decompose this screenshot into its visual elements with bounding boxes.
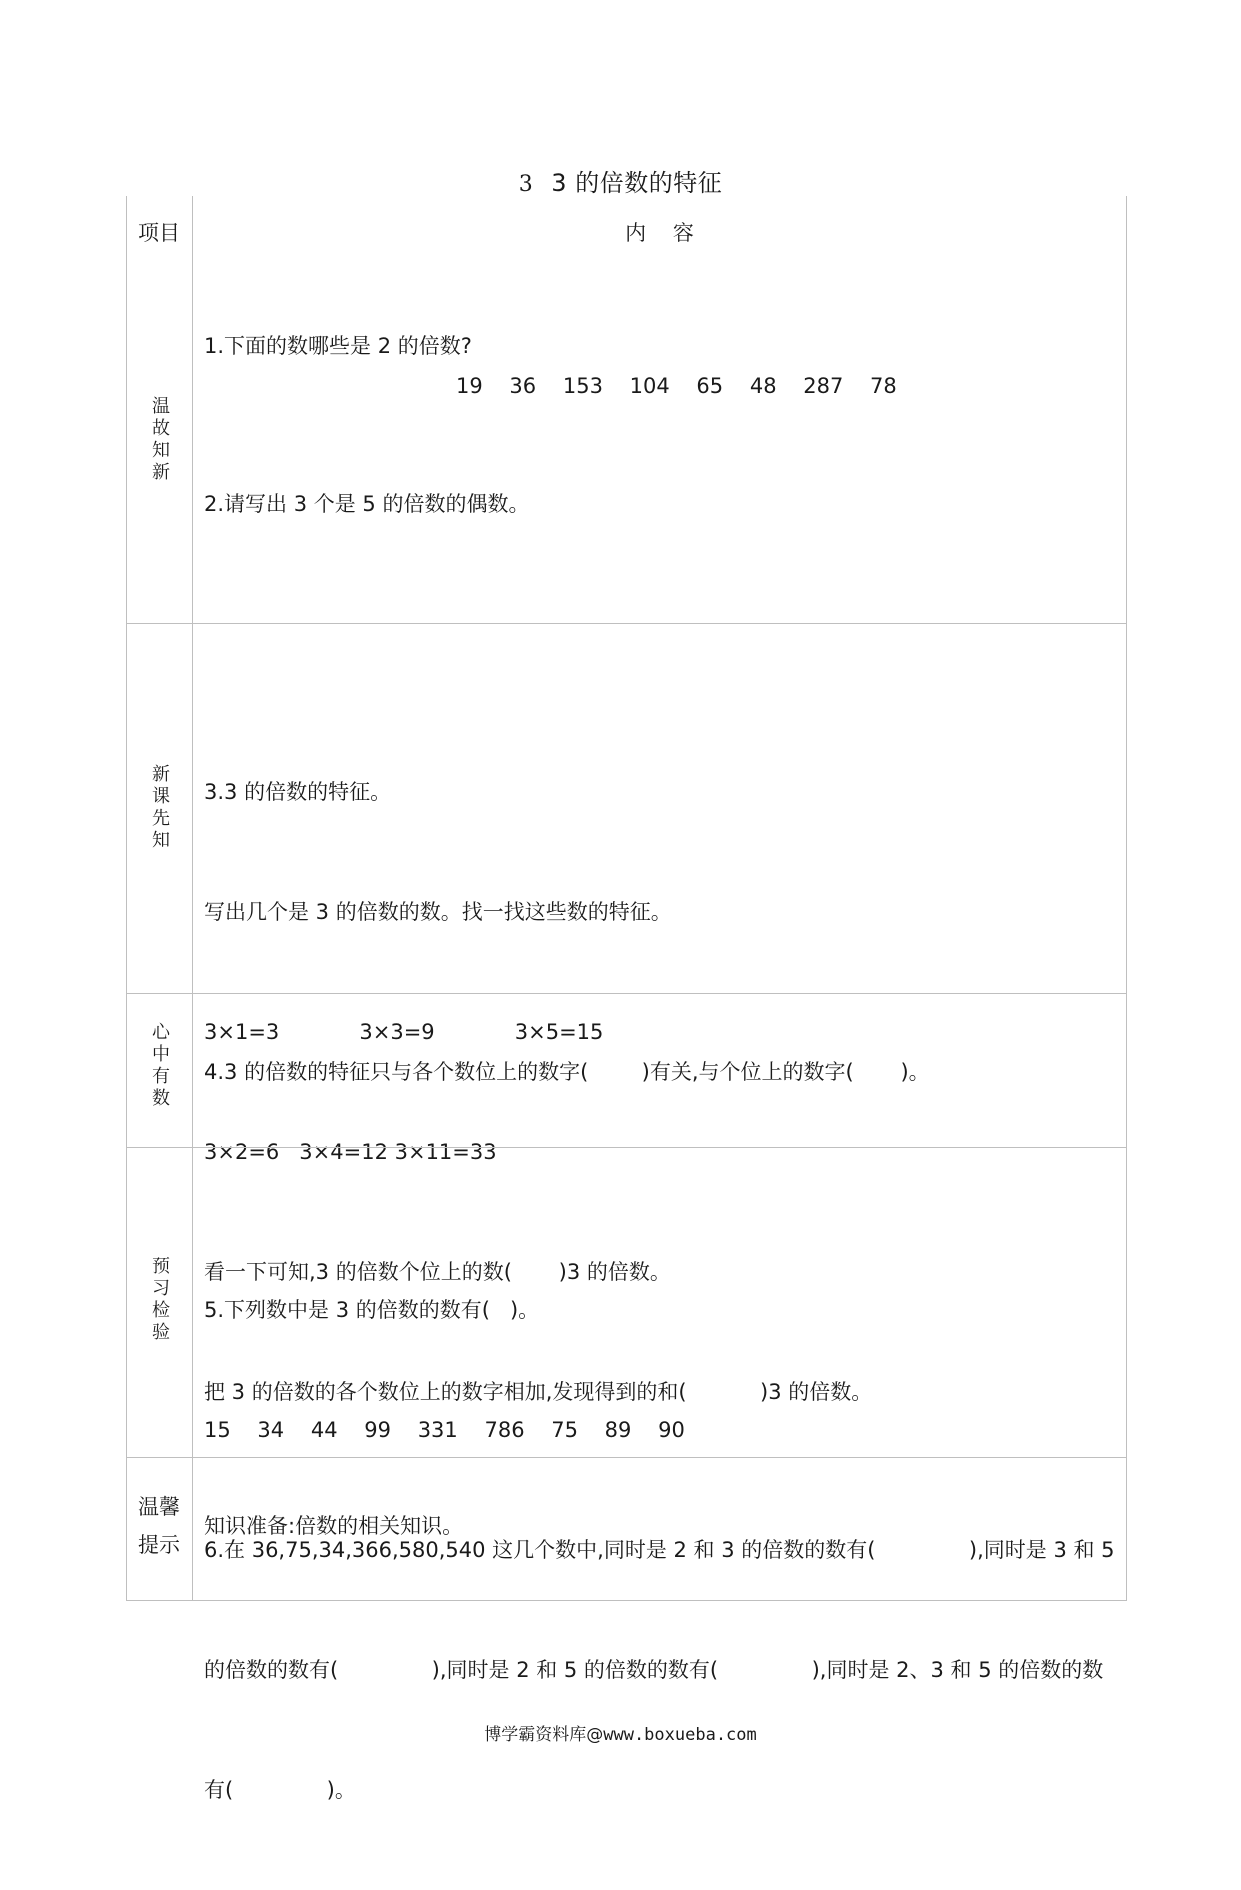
fill-in-ones-digit: 看一下可知,3 的倍数个位上的数( )3 的倍数。 [204, 1260, 671, 1284]
question-4: 4.3 的倍数的特征只与各个数位上的数字( )有关,与个位上的数字( )。 [204, 1060, 930, 1084]
section-preview-check-label: 预习检验 [149, 1256, 170, 1344]
section-review-content [204, 326, 472, 366]
question-5: 5.下列数中是 3 的倍数的数有( )。 [204, 1298, 540, 1322]
lesson-number: 3 [518, 172, 534, 197]
footer-url: www.boxueba.com [603, 1725, 757, 1745]
section-summary [126, 994, 1127, 1148]
section-review-label: 温故知新 [149, 396, 170, 484]
question-6-line-1: 6.在 36,75,34,366,580,540 这几个数中,同时是 2 和 3 的倍数的数有( ),同时是 3 和 5 [204, 1538, 1115, 1562]
question-1: 1.下面的数哪些是 2 的倍数? [204, 334, 472, 358]
header-item: 项目 [138, 221, 180, 245]
section-new-lesson-label: 新课先知 [149, 764, 170, 852]
question-1-numbers: 19 36 153 104 65 48 287 78 [456, 374, 897, 398]
multiplication-row-2: 3×2=6 3×4=12 3×11=33 [204, 1140, 497, 1164]
multiplication-row-1: 3×1=3 3×3=9 3×5=15 [204, 1020, 604, 1044]
footer-site-name: 博学霸资料库@ [484, 1725, 604, 1745]
fill-in-digit-sum: 把 3 的倍数的各个数位上的数字相加,发现得到的和( )3 的倍数。 [204, 1380, 873, 1404]
lesson-title: 3 的倍数的特征 [551, 169, 723, 197]
question-6-line-3: 有( )。 [204, 1778, 356, 1802]
footer-watermark [0, 1720, 1241, 1745]
page-title [0, 163, 1241, 198]
question-3-instruction: 写出几个是 3 的倍数的数。找一找这些数的特征。 [204, 900, 672, 924]
question-2: 2.请写出 3 个是 5 的倍数的偶数。 [204, 492, 530, 516]
section-tips-label [126, 1488, 192, 1564]
section-tips [126, 1458, 1127, 1601]
header-row [126, 196, 1127, 256]
section-tips-label-line-1: 温馨 [138, 1495, 180, 1519]
section-summary-label: 心中有数 [149, 1022, 170, 1110]
question-5-numbers: 15 34 44 99 331 786 75 89 90 [204, 1418, 685, 1442]
section-review [126, 256, 1127, 624]
section-tips-label-line-2: 提示 [138, 1533, 180, 1557]
tip-text: 知识准备:倍数的相关知识。 [204, 1514, 464, 1538]
header-content: 内 容 [625, 221, 694, 245]
question-3: 3.3 的倍数的特征。 [204, 780, 392, 804]
question-6-line-2: 的倍数的数有( ),同时是 2 和 5 的倍数的数有( ),同时是 2、3 和 5 的倍数的数 [204, 1658, 1104, 1682]
